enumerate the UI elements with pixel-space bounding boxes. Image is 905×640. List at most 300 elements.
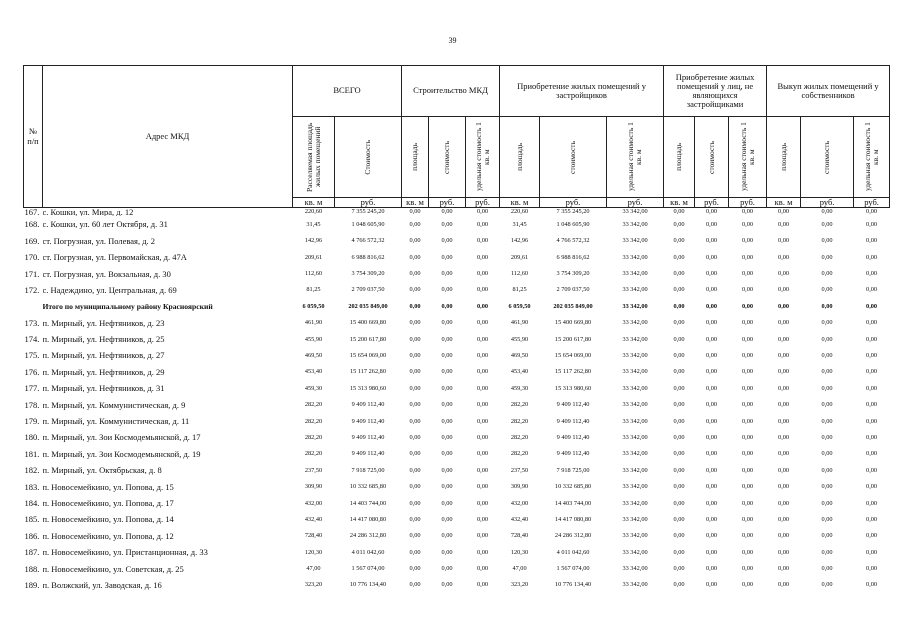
row-value: 0,00 <box>409 335 421 343</box>
table-row <box>24 208 890 217</box>
row-value: 0,00 <box>866 208 878 216</box>
row-value: 0,00 <box>477 483 489 491</box>
row-value: 47,00 <box>306 565 321 573</box>
row-value: 0,00 <box>441 466 453 474</box>
row-value: 0,00 <box>778 483 790 491</box>
table-row <box>24 364 890 380</box>
row-value: 33 342,00 <box>622 220 648 228</box>
row-value: 0,00 <box>673 319 685 327</box>
row-value: 0,00 <box>778 417 790 425</box>
row-address: с. Кошки, ул. 60 лет Октября, д. 31 <box>42 219 168 230</box>
row-value: 0,00 <box>441 417 453 425</box>
row-value: 0,00 <box>706 208 718 216</box>
row-value: 9 409 112,40 <box>351 401 385 409</box>
row-value: 0,00 <box>821 515 833 523</box>
row-value: 33 342,00 <box>622 302 648 310</box>
row-value: 0,00 <box>409 499 421 507</box>
row-number: 179. <box>24 416 40 427</box>
row-value: 0,00 <box>673 401 685 409</box>
row-value: 2 709 037,50 <box>556 286 590 294</box>
row-value: 0,00 <box>477 384 489 392</box>
row-value: 6 059,50 <box>302 302 325 310</box>
row-value: 9 409 112,40 <box>351 450 385 458</box>
row-value: 24 286 312,80 <box>349 532 387 540</box>
row-value: 0,00 <box>441 499 453 507</box>
row-value: 0,00 <box>778 433 790 441</box>
row-value: 33 342,00 <box>622 208 648 216</box>
row-value: 0,00 <box>821 401 833 409</box>
row-value: 6 059,50 <box>508 302 531 310</box>
row-value: 0,00 <box>409 286 421 294</box>
row-value: 459,30 <box>510 384 529 392</box>
row-value: 15 654 069,00 <box>554 351 592 359</box>
row-value: 0,00 <box>441 515 453 523</box>
row-number: 169. <box>24 235 40 246</box>
row-number: 189. <box>24 579 40 590</box>
row-value: 4 011 042,60 <box>351 548 385 556</box>
row-value: 0,00 <box>866 286 878 294</box>
row-value: 0,00 <box>821 208 833 216</box>
header-unit: кв. м <box>767 198 801 208</box>
header-unit: кв. м <box>293 198 335 208</box>
row-value: 0,00 <box>742 220 754 228</box>
row-value: 0,00 <box>409 220 421 228</box>
row-value: 33 342,00 <box>622 253 648 261</box>
header-subcol: площадь <box>402 117 429 198</box>
row-address: п. Мирный, ул. Зои Космодемьянской, д. 19 <box>42 448 201 459</box>
row-address: п. Новосемейкино, ул. Пристанционная, д. 33 <box>42 547 208 558</box>
row-value: 728,40 <box>510 532 529 540</box>
row-value: 0,00 <box>742 253 754 261</box>
row-value: 0,00 <box>778 515 790 523</box>
header-subcol: Стоимость <box>335 117 402 198</box>
row-value: 220,60 <box>510 208 529 216</box>
row-value: 0,00 <box>409 548 421 556</box>
row-number: 173. <box>24 317 40 328</box>
row-value: 0,00 <box>706 515 718 523</box>
row-value: 0,00 <box>477 565 489 573</box>
row-value: 0,00 <box>673 532 685 540</box>
header-subcol: удельная стоимость 1 кв. м <box>854 117 890 198</box>
row-value: 0,00 <box>742 450 754 458</box>
table-row <box>24 462 890 478</box>
row-value: 33 342,00 <box>622 483 648 491</box>
row-value: 309,90 <box>304 483 323 491</box>
row-value: 0,00 <box>706 548 718 556</box>
row-value: 0,00 <box>821 581 833 589</box>
row-value: 24 286 312,80 <box>554 532 592 540</box>
row-value: 10 776 134,40 <box>554 581 592 589</box>
row-value: 15 117 262,80 <box>350 368 386 376</box>
row-value: 0,00 <box>778 384 790 392</box>
row-value: 3 754 309,20 <box>351 270 385 278</box>
row-value: 0,00 <box>706 319 718 327</box>
row-value: 0,00 <box>821 237 833 245</box>
row-value: 14 417 080,80 <box>349 515 387 523</box>
row-value: 0,00 <box>409 466 421 474</box>
row-value: 33 342,00 <box>622 286 648 294</box>
header-unit: руб. <box>729 198 767 208</box>
row-value: 0,00 <box>706 466 718 474</box>
row-value: 15 313 980,60 <box>349 384 387 392</box>
row-value: 6 988 816,62 <box>556 253 590 261</box>
table-body <box>24 208 890 593</box>
row-address: Итого по муниципальному району Красноярский <box>42 301 213 311</box>
header-unit: кв. м <box>664 198 695 208</box>
row-value: 0,00 <box>441 286 453 294</box>
row-value: 0,00 <box>866 351 878 359</box>
row-value: 220,60 <box>304 208 323 216</box>
header-group: Выкуп жилых помещений у собственников <box>767 66 890 117</box>
row-value: 0,00 <box>706 401 718 409</box>
row-value: 453,40 <box>510 368 529 376</box>
row-value: 0,00 <box>409 253 421 261</box>
row-value: 0,00 <box>866 368 878 376</box>
row-value: 461,90 <box>510 319 529 327</box>
row-address: п. Мирный, ул. Коммунистическая, д. 9 <box>42 399 186 410</box>
header-unit: руб. <box>607 198 664 208</box>
row-value: 0,00 <box>409 302 421 310</box>
row-value: 0,00 <box>706 270 718 278</box>
row-value: 0,00 <box>409 401 421 409</box>
row-number: 180. <box>24 432 40 443</box>
row-value: 0,00 <box>742 483 754 491</box>
row-value: 33 342,00 <box>622 515 648 523</box>
row-value: 0,00 <box>742 466 754 474</box>
row-value: 0,00 <box>409 433 421 441</box>
row-value: 9 409 112,40 <box>351 417 385 425</box>
row-address: п. Новосемейкино, ул. Советская, д. 25 <box>42 563 184 574</box>
row-value: 0,00 <box>742 401 754 409</box>
row-value: 0,00 <box>673 450 685 458</box>
row-value: 0,00 <box>778 401 790 409</box>
row-value: 0,00 <box>821 319 833 327</box>
row-address: п. Мирный, ул. Нефтяников, д. 31 <box>42 383 165 394</box>
row-value: 81,25 <box>512 286 527 294</box>
row-value: 0,00 <box>742 581 754 589</box>
row-value: 0,00 <box>477 450 489 458</box>
row-value: 9 409 112,40 <box>556 417 590 425</box>
row-value: 10 332 685,80 <box>349 483 387 491</box>
row-value: 0,00 <box>441 483 453 491</box>
row-value: 0,00 <box>742 417 754 425</box>
header-subcol: стоимость <box>540 117 607 198</box>
row-value: 0,00 <box>706 565 718 573</box>
row-value: 0,00 <box>821 220 833 228</box>
header-subcol: стоимость <box>429 117 466 198</box>
row-value: 0,00 <box>821 335 833 343</box>
table-row <box>24 265 890 281</box>
row-number: 175. <box>24 350 40 361</box>
row-value: 0,00 <box>742 532 754 540</box>
row-value: 237,50 <box>304 466 323 474</box>
row-value: 0,00 <box>441 368 453 376</box>
row-value: 0,00 <box>477 401 489 409</box>
row-value: 0,00 <box>477 208 489 216</box>
row-address: с. Кошки, ул. Мира, д. 12 <box>42 207 134 217</box>
row-address: с. Надеждино, ул. Центральная, д. 69 <box>42 284 177 295</box>
row-value: 9 409 112,40 <box>556 433 590 441</box>
row-value: 0,00 <box>477 302 489 310</box>
row-value: 282,20 <box>510 450 529 458</box>
row-value: 33 342,00 <box>622 368 648 376</box>
row-value: 0,00 <box>441 565 453 573</box>
header-group: Приобретение жилых помещений у застройщиков <box>500 66 664 117</box>
row-value: 0,00 <box>866 450 878 458</box>
row-value: 7 918 725,00 <box>556 466 590 474</box>
row-value: 142,96 <box>304 237 323 245</box>
row-value: 0,00 <box>778 450 790 458</box>
row-value: 0,00 <box>706 253 718 261</box>
row-value: 6 988 816,62 <box>351 253 385 261</box>
row-value: 0,00 <box>742 548 754 556</box>
row-value: 33 342,00 <box>622 270 648 278</box>
row-number: 168. <box>24 219 40 230</box>
row-value: 0,00 <box>477 253 489 261</box>
header-subcol: площадь <box>664 117 695 198</box>
row-value: 0,00 <box>441 433 453 441</box>
row-value: 0,00 <box>477 335 489 343</box>
row-value: 0,00 <box>409 319 421 327</box>
row-value: 0,00 <box>778 565 790 573</box>
row-value: 0,00 <box>866 302 878 310</box>
row-value: 0,00 <box>866 417 878 425</box>
table-row <box>24 396 890 412</box>
row-value: 0,00 <box>673 286 685 294</box>
row-value: 7 355 245,20 <box>351 208 385 216</box>
table-row <box>24 413 890 429</box>
row-value: 0,00 <box>706 450 718 458</box>
header-subcol: удельная стоимость 1 кв. м <box>466 117 500 198</box>
row-value: 33 342,00 <box>622 581 648 589</box>
row-value: 0,00 <box>742 368 754 376</box>
row-value: 0,00 <box>477 368 489 376</box>
row-value: 0,00 <box>742 433 754 441</box>
row-value: 3 754 309,20 <box>556 270 590 278</box>
row-value: 282,20 <box>304 433 323 441</box>
row-value: 9 409 112,40 <box>556 450 590 458</box>
row-value: 0,00 <box>477 433 489 441</box>
row-value: 0,00 <box>673 515 685 523</box>
row-value: 0,00 <box>441 220 453 228</box>
row-value: 0,00 <box>477 515 489 523</box>
row-value: 0,00 <box>742 499 754 507</box>
row-value: 15 400 669,80 <box>349 319 387 327</box>
row-value: 0,00 <box>866 532 878 540</box>
row-value: 0,00 <box>778 319 790 327</box>
table-row <box>24 331 890 347</box>
table-row <box>24 315 890 331</box>
row-value: 0,00 <box>477 286 489 294</box>
row-value: 432,40 <box>304 515 323 523</box>
table-row <box>24 544 890 560</box>
row-value: 0,00 <box>778 335 790 343</box>
row-value: 0,00 <box>821 532 833 540</box>
row-value: 0,00 <box>673 483 685 491</box>
row-value: 282,20 <box>304 401 323 409</box>
housing-table <box>23 65 890 593</box>
row-address: ст. Погрузная, ул. Вокзальная, д. 30 <box>42 268 171 279</box>
row-value: 1 048 605,90 <box>556 220 590 228</box>
row-value: 0,00 <box>409 351 421 359</box>
row-value: 0,00 <box>778 581 790 589</box>
row-value: 15 200 617,80 <box>349 335 387 343</box>
row-value: 0,00 <box>706 351 718 359</box>
row-value: 0,00 <box>778 351 790 359</box>
row-value: 0,00 <box>441 351 453 359</box>
row-value: 309,90 <box>510 483 529 491</box>
row-number: 181. <box>24 448 40 459</box>
row-value: 0,00 <box>673 253 685 261</box>
row-value: 0,00 <box>441 253 453 261</box>
row-value: 0,00 <box>742 515 754 523</box>
row-address: п. Волжский, ул. Заводская, д. 16 <box>42 579 162 590</box>
row-value: 0,00 <box>866 433 878 441</box>
row-value: 0,00 <box>866 483 878 491</box>
row-address: п. Мирный, ул. Октябрьская, д. 8 <box>42 465 162 476</box>
row-address: п. Мирный, ул. Нефтяников, д. 25 <box>42 334 165 345</box>
row-value: 0,00 <box>409 384 421 392</box>
row-value: 1 048 605,90 <box>351 220 385 228</box>
row-value: 0,00 <box>821 384 833 392</box>
row-value: 1 567 074,00 <box>556 565 590 573</box>
row-address: п. Мирный, ул. Нефтяников, д. 29 <box>42 366 165 377</box>
row-value: 0,00 <box>742 351 754 359</box>
row-value: 33 342,00 <box>622 384 648 392</box>
row-value: 0,00 <box>706 499 718 507</box>
row-value: 0,00 <box>706 417 718 425</box>
row-value: 0,00 <box>673 466 685 474</box>
row-value: 209,61 <box>304 253 323 261</box>
row-value: 0,00 <box>778 302 790 310</box>
row-value: 33 342,00 <box>622 351 648 359</box>
row-number: 188. <box>24 563 40 574</box>
row-value: 0,00 <box>477 466 489 474</box>
row-value: 0,00 <box>706 335 718 343</box>
row-value: 4 011 042,60 <box>556 548 590 556</box>
table-row <box>24 429 890 445</box>
header-group: Строительство МКД <box>402 66 500 117</box>
header-subcol: стоимость <box>695 117 729 198</box>
row-value: 209,61 <box>510 253 529 261</box>
row-value: 0,00 <box>477 319 489 327</box>
row-value: 0,00 <box>477 417 489 425</box>
row-value: 0,00 <box>441 384 453 392</box>
row-value: 0,00 <box>866 270 878 278</box>
row-value: 728,40 <box>304 532 323 540</box>
row-value: 0,00 <box>441 335 453 343</box>
row-value: 282,20 <box>510 417 529 425</box>
header-unit: руб. <box>466 198 500 208</box>
row-value: 31,45 <box>306 220 321 228</box>
row-value: 0,00 <box>441 450 453 458</box>
row-value: 4 766 572,32 <box>556 237 590 245</box>
row-value: 0,00 <box>706 368 718 376</box>
row-value: 453,40 <box>304 368 323 376</box>
row-value: 0,00 <box>706 581 718 589</box>
row-number: 174. <box>24 334 40 345</box>
table-row <box>24 577 890 593</box>
table-row <box>24 380 890 396</box>
row-value: 0,00 <box>778 208 790 216</box>
row-value: 459,30 <box>304 384 323 392</box>
row-address: п. Мирный, ул. Нефтяников, д. 27 <box>42 350 165 361</box>
row-value: 0,00 <box>673 368 685 376</box>
header-group-row <box>24 66 890 117</box>
header-subcol: Расселяемая площадь жилых помещений <box>293 117 335 198</box>
row-value: 0,00 <box>778 220 790 228</box>
row-value: 33 342,00 <box>622 335 648 343</box>
row-number: 185. <box>24 514 40 525</box>
row-value: 0,00 <box>441 237 453 245</box>
row-value: 0,00 <box>821 565 833 573</box>
row-value: 282,20 <box>304 417 323 425</box>
row-value: 10 776 134,40 <box>349 581 387 589</box>
total-row <box>24 298 890 314</box>
row-address: п. Новосемейкино, ул. Попова, д. 17 <box>42 498 174 508</box>
row-value: 7 355 245,20 <box>556 208 590 216</box>
row-value: 0,00 <box>866 253 878 261</box>
row-value: 0,00 <box>821 548 833 556</box>
row-value: 0,00 <box>673 565 685 573</box>
row-value: 120,30 <box>304 548 323 556</box>
table-row <box>24 446 890 462</box>
header-unit: кв. м <box>402 198 429 208</box>
row-value: 0,00 <box>821 417 833 425</box>
row-value: 0,00 <box>477 270 489 278</box>
row-value: 0,00 <box>409 515 421 523</box>
row-value: 0,00 <box>673 208 685 216</box>
header-unit: руб. <box>429 198 466 208</box>
row-value: 0,00 <box>778 548 790 556</box>
row-value: 0,00 <box>673 384 685 392</box>
row-value: 0,00 <box>673 302 685 310</box>
row-value: 0,00 <box>441 401 453 409</box>
row-value: 15 200 617,80 <box>554 335 592 343</box>
row-value: 33 342,00 <box>622 450 648 458</box>
row-value: 15 313 980,60 <box>554 384 592 392</box>
row-value: 455,90 <box>510 335 529 343</box>
row-value: 0,00 <box>441 208 453 216</box>
row-value: 0,00 <box>821 499 833 507</box>
row-value: 33 342,00 <box>622 319 648 327</box>
header-unit: кв. м <box>500 198 540 208</box>
row-value: 0,00 <box>706 237 718 245</box>
table-row <box>24 528 890 544</box>
row-value: 0,00 <box>409 565 421 573</box>
row-address: п. Новосемейкино, ул. Попова, д. 15 <box>42 481 174 492</box>
table-row <box>24 216 890 232</box>
row-value: 33 342,00 <box>622 417 648 425</box>
row-value: 14 417 080,80 <box>554 515 592 523</box>
row-value: 2 709 037,50 <box>351 286 385 294</box>
row-value: 0,00 <box>778 532 790 540</box>
row-number: 183. <box>24 481 40 492</box>
row-value: 0,00 <box>477 548 489 556</box>
row-number: 184. <box>24 498 40 508</box>
row-value: 0,00 <box>742 270 754 278</box>
row-number: 167. <box>24 207 40 217</box>
row-value: 142,96 <box>510 237 529 245</box>
row-number: 171. <box>24 268 40 279</box>
row-value: 0,00 <box>821 286 833 294</box>
row-value: 0,00 <box>409 237 421 245</box>
header-unit: руб. <box>695 198 729 208</box>
row-value: 0,00 <box>866 581 878 589</box>
row-value: 0,00 <box>821 483 833 491</box>
row-value: 0,00 <box>742 286 754 294</box>
row-value: 0,00 <box>742 208 754 216</box>
